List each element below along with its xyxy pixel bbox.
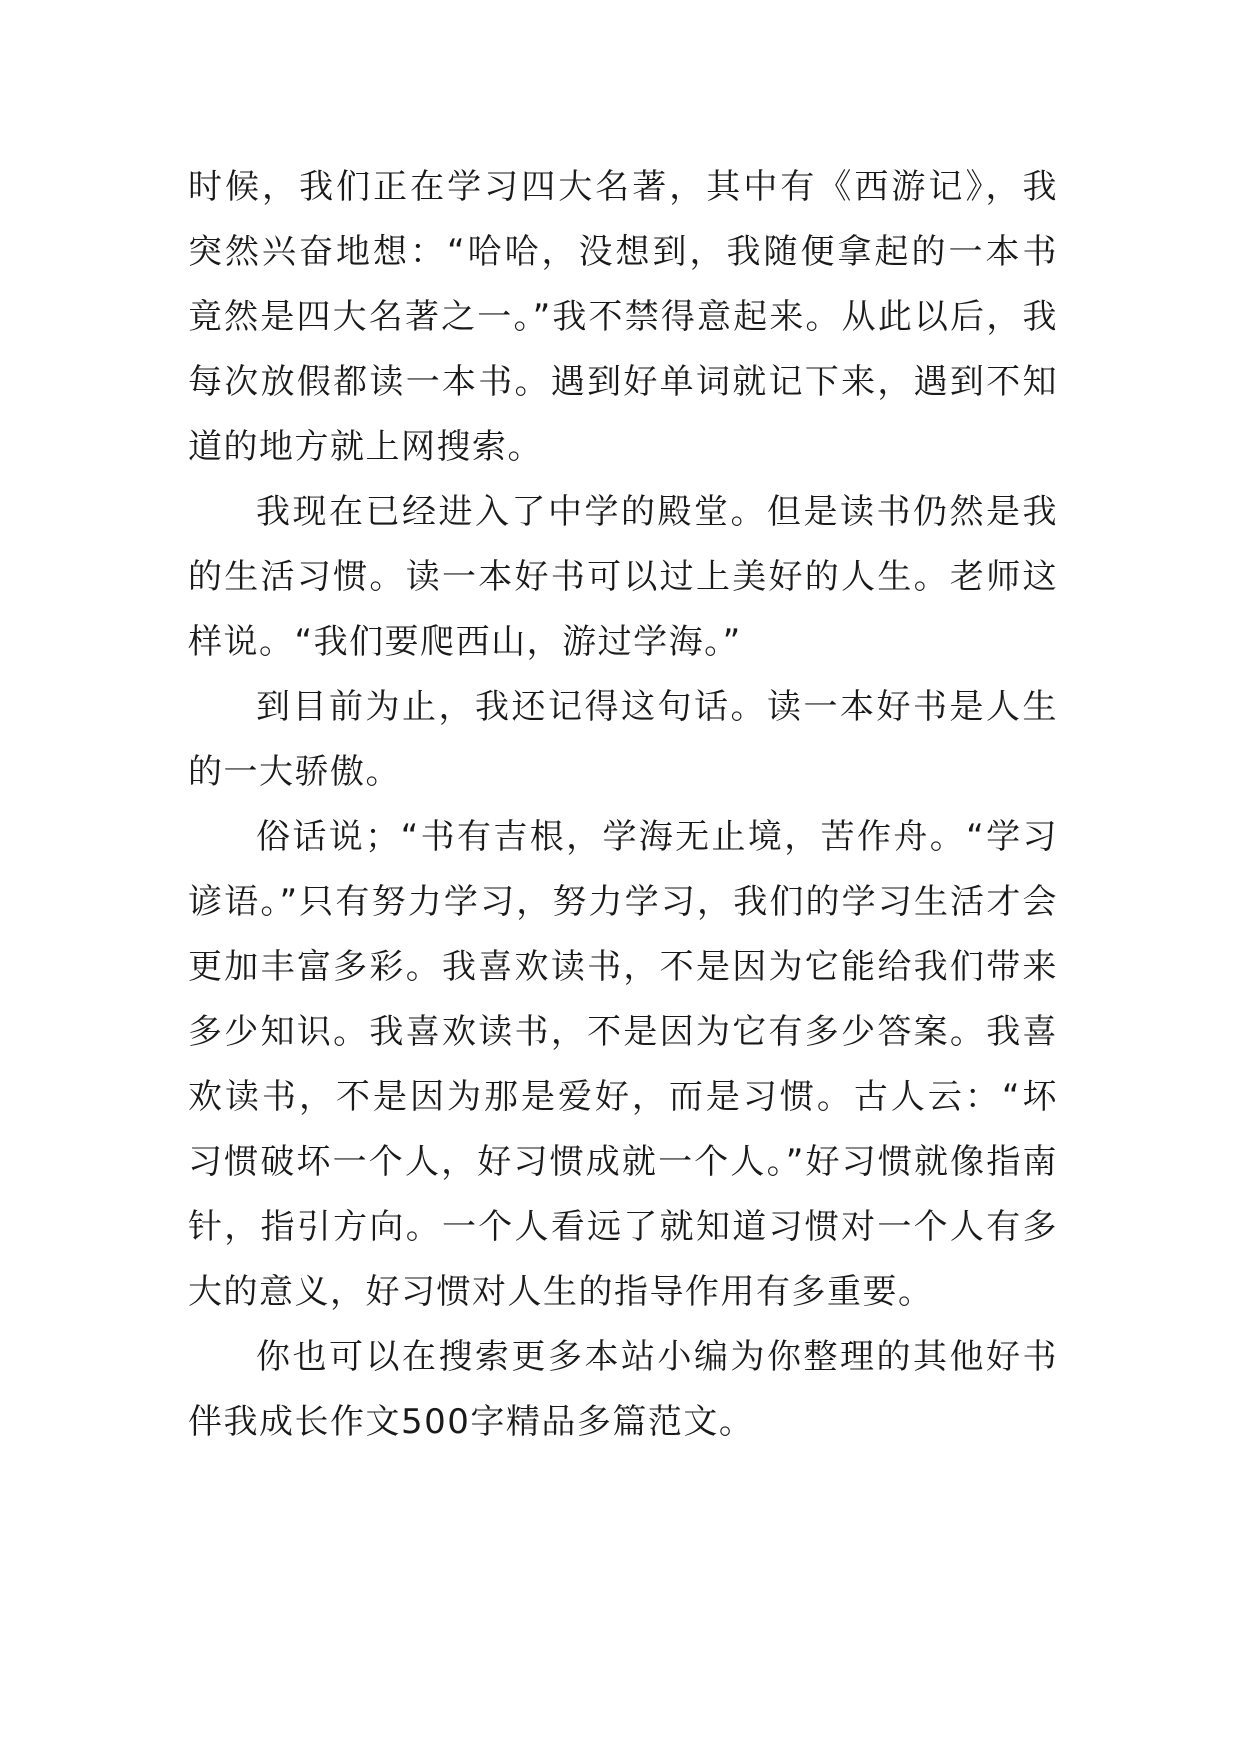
- paragraph-middle-school: 我现在已经进入了中学的殿堂。但是读书仍然是我的生活习惯。读一本好书可以过上美好的人生。老师这样说。“我们要爬西山，游过学海。”: [188, 492, 1058, 662]
- paragraph-continuation: 时候，我们正在学习四大名著，其中有《西游记》，我突然兴奋地想：“哈哈，没想到，我随便拿起的一本书竟然是四大名著之一。”我不禁得意起来。从此以后，我每次放假都读一本书。遇到好单词就记下来，遇到不知道的地方就上网搜索。: [188, 167, 1058, 467]
- paragraph-remember-saying: 到目前为止，我还记得这句话。读一本好书是人生的一大骄傲。: [188, 687, 1058, 792]
- paragraph-proverb-habits: 俗话说；“书有吉根，学海无止境，苦作舟。“学习谚语。”只有努力学习，努力学习，我们的学习生活才会更加丰富多彩。我喜欢读书，不是因为它能给我们带来多少知识。我喜欢读书，不是因为它有多少答案。我喜欢读书，不是因为那是爱好，而是习惯。古人云：“坏习惯破坏一个人，好习惯成就一个人。”好习惯就像指南针，指引方向。一个人看远了就知道习惯对一个人有多大的意义，好习惯对人生的指导作用有多重要。: [188, 817, 1058, 1312]
- paragraph-closing-note: 你也可以在搜索更多本站小编为你整理的其他好书伴我成长作文500字精品多篇范文。: [188, 1337, 1058, 1442]
- document-body: [188, 155, 1058, 1455]
